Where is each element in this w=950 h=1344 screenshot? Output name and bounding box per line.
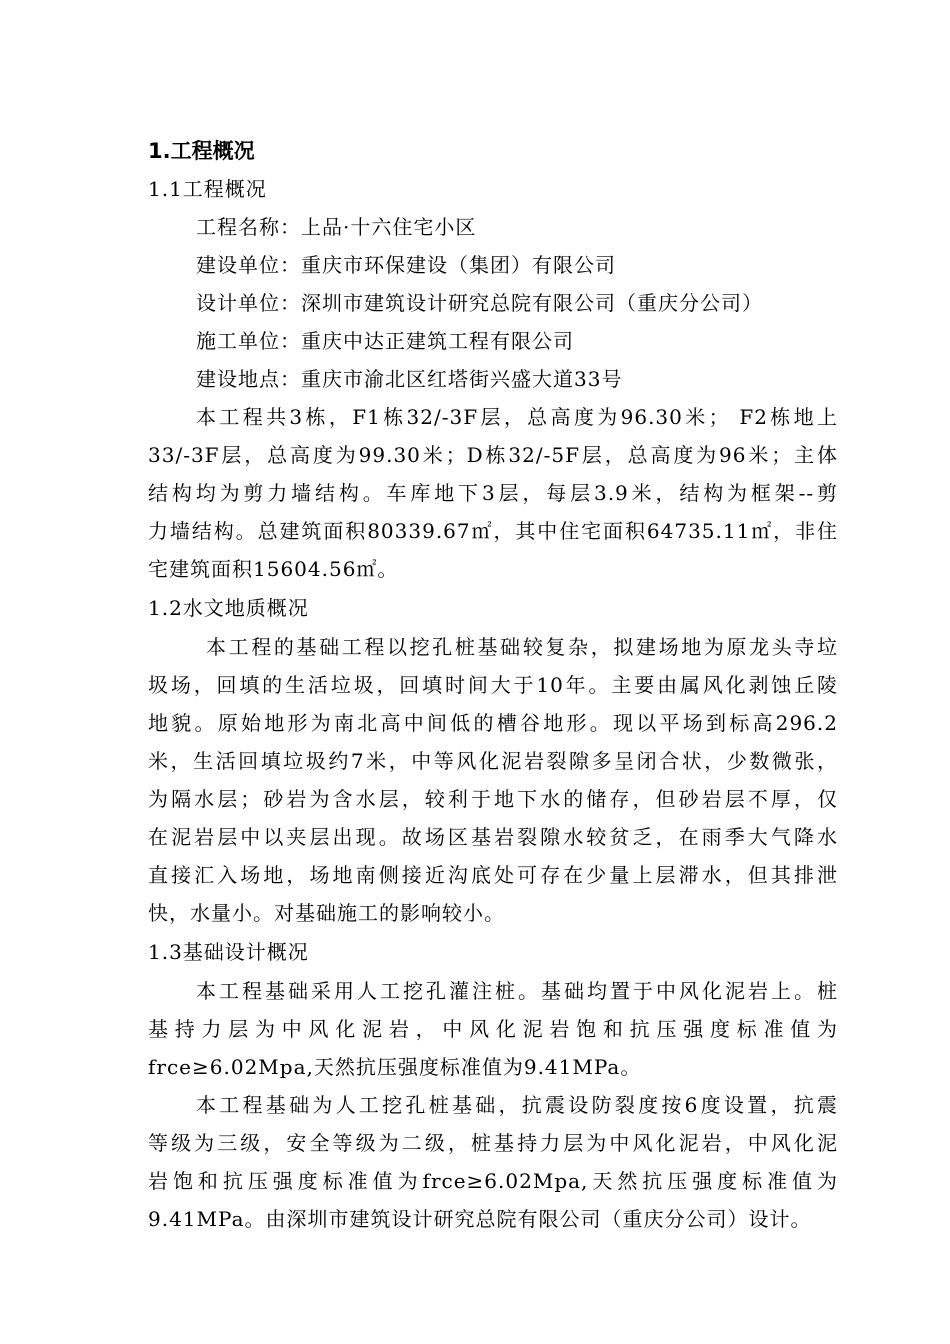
foundation-design-line: 岩饱和抗压强度标准值为frce≥6.02Mpa,天然抗压强度标准值为	[148, 1169, 838, 1193]
foundation-line: 本工程基础采用人工挖孔灌注桩。基础均置于中风化泥岩上。桩	[196, 979, 838, 1003]
geology-line: 地貌。原始地形为南北高中间低的槽谷地形。现以平场到标高296.2	[148, 711, 838, 735]
subsection-heading-1-1: 1.1工程概况	[148, 177, 267, 201]
geology-line: 为隔水层；砂岩为含水层，较利于地下水的储存，但砂岩层不厚，仅	[148, 787, 838, 811]
subsection-heading-1-3: 1.3基础设计概况	[148, 940, 309, 964]
geology-line: 在泥岩层中以夹层出现。故场区基岩裂隙水较贫乏，在雨季大气降水	[148, 825, 838, 849]
overview-line: 宅建筑面积15604.56㎡。	[148, 557, 399, 581]
foundation-design-line: 本工程基础为人工挖孔桩基础，抗震设防裂度按6度设置，抗震	[196, 1093, 838, 1117]
foundation-design-line: 等级为三级，安全等级为二级，桩基持力层为中风化泥岩，中风化泥	[148, 1131, 838, 1155]
overview-line: 结构均为剪力墙结构。车库地下3层，每层3.9米，结构为框架--剪	[148, 481, 838, 505]
construction-unit: 施工单位：重庆中达正建筑工程有限公司	[196, 329, 574, 353]
design-unit: 设计单位：深圳市建筑设计研究总院有限公司（重庆分公司）	[196, 291, 763, 315]
site-location: 建设地点：重庆市渝北区红塔街兴盛大道33号	[196, 367, 623, 391]
overview-line: 33/-3F层，总高度为99.30米；D栋32/-5F层，总高度为96米；主体	[148, 443, 838, 467]
geology-line: 本工程的基础工程以挖孔桩基础较复杂，拟建场地为原龙头寺垃	[206, 635, 838, 659]
section-heading: 1.工程概况	[148, 139, 255, 163]
geology-line: 米，生活回填垃圾约7米，中等风化泥岩裂隙多呈闭合状，少数微张，	[148, 749, 838, 773]
subsection-heading-1-2: 1.2水文地质概况	[148, 596, 309, 620]
project-name: 工程名称：上品·十六住宅小区	[196, 215, 477, 239]
geology-line: 快，水量小。对基础施工的影响较小。	[148, 901, 505, 925]
foundation-line: 基持力层为中风化泥岩，中风化泥岩饱和抗压强度标准值为	[148, 1017, 838, 1041]
foundation-design-line: 9.41MPa。由深圳市建筑设计研究总院有限公司（重庆分公司）设计。	[148, 1207, 812, 1231]
geology-line: 圾场，回填的生活垃圾，回填时间大于10年。主要由属风化剥蚀丘陵	[148, 673, 838, 697]
overview-line: 力墙结构。总建筑面积80339.67㎡，其中住宅面积64735.11㎡，非住	[148, 519, 838, 543]
foundation-line: frce≥6.02Mpa,天然抗压强度标准值为9.41MPa。	[148, 1055, 642, 1079]
owner-unit: 建设单位：重庆市环保建设（集团）有限公司	[196, 253, 616, 277]
geology-line: 直接汇入场地，场地南侧接近沟底处可存在少量上层滞水，但其排泄	[148, 863, 838, 887]
overview-line: 本工程共3栋，F1栋32/-3F层，总高度为96.30米； F2栋地上	[196, 405, 838, 429]
